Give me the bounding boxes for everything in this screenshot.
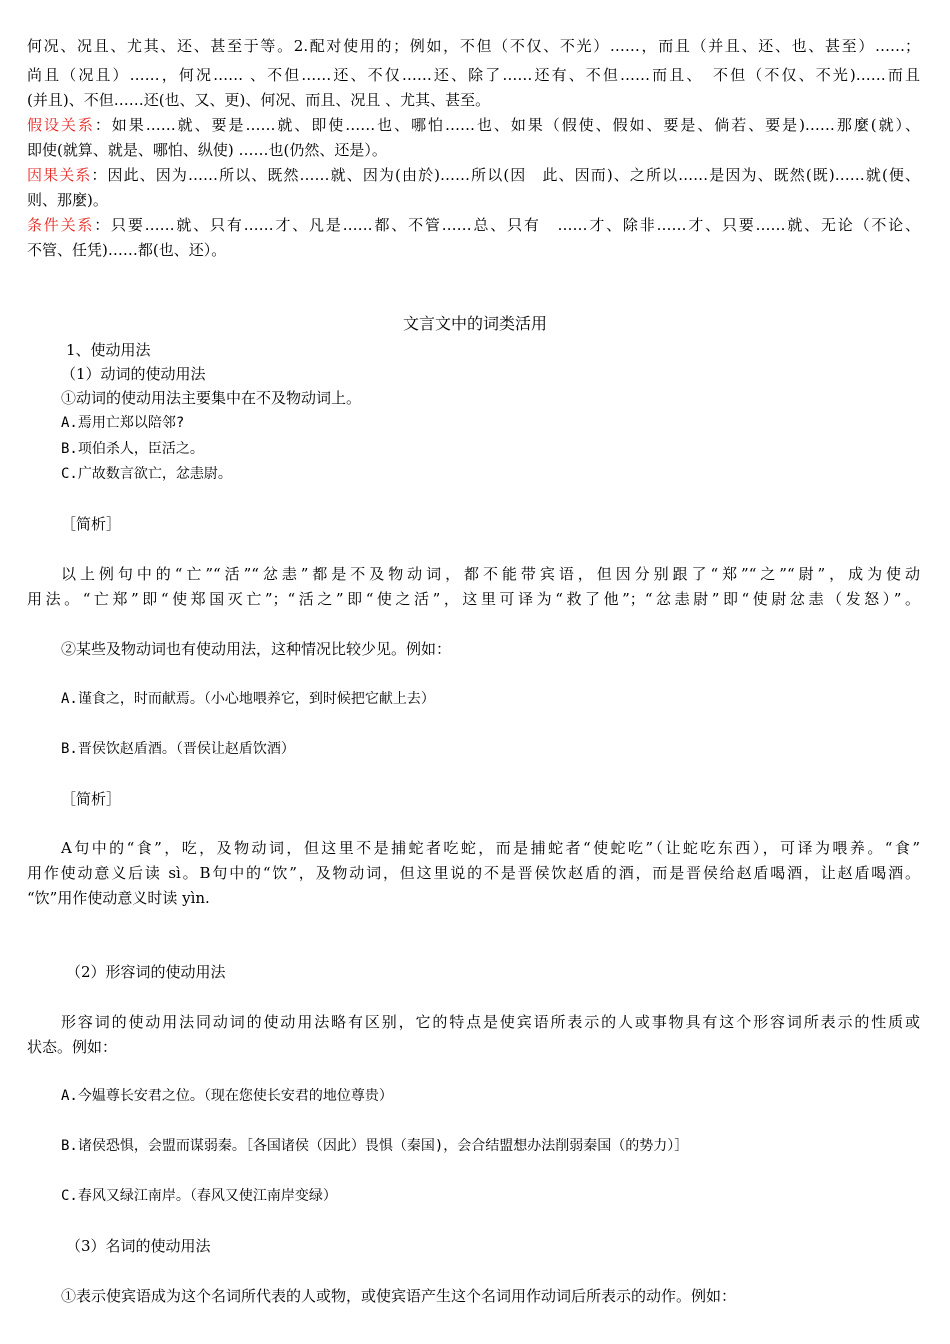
condition-line-1: 条件关系：只要……就、只有……才、凡是……都、不管……总、只有 ……才、除非……才、只要……就、无论（不论、 <box>27 216 920 234</box>
paragraph-intransitive: ①动词的使动用法主要集中在不及物动词上。 <box>61 389 362 407</box>
adjective-paragraph-line: 状态。例如： <box>27 1038 118 1056</box>
cause-line-2: 则、那麼)。 <box>27 191 108 209</box>
paragraph-noun-causative: ①表示使宾语成为这个名词所代表的人或物，或使宾语产生这个名词用作动词后所表示的动作。例如： <box>61 1287 737 1305</box>
example-line: B.项伯杀人，臣活之。 <box>61 441 204 457</box>
hypothesis-line-2: 即使(就算、就是、哪怕、纵使) ……也(仍然、还是）。 <box>27 141 387 159</box>
analysis-label: ［简析］ <box>61 515 122 533</box>
analysis-paragraph-line: “饮”用作使动意义时读 yìn. <box>27 889 210 907</box>
analysis-paragraph-line: 用作使动意义后读 sì。B句中的“饮”，及物动词，但这里说的不是晋侯饮赵盾的酒，而是晋侯给赵盾喝酒，让赵盾喝酒。 <box>27 864 920 882</box>
heading-noun-causative: （3）名词的使动用法 <box>66 1237 211 1255</box>
cause-line-1: 因果关系：因此、因为……所以、既然……就、因为(由於)……所以(因 此、因而)、之所以……是因为、既然(既)……就(便、 <box>27 166 920 184</box>
example-line: A.今媪尊长安君之位。（现在您使长安君的地位尊贵） <box>61 1088 393 1104</box>
example-line: A.谨食之，时而献焉。（小心地喂养它，到时候把它献上去） <box>61 691 435 707</box>
conjunction-line-2: 尚且（况且）……，何况…… 、不但……还、不仅……还、除了……还有、不但……而且、 不但（不仅、不光)……而且 <box>27 66 920 84</box>
condition-label: 条件关系 <box>27 216 95 234</box>
paragraph-transitive: ②某些及物动词也有使动用法，这种情况比较少见。例如： <box>61 640 452 658</box>
section-title: 文言文中的词类活用 <box>402 314 547 333</box>
analysis-paragraph-line: 以上例句中的“亡”“活”“忿恚”都是不及物动词，都不能带宾语，但因分别跟了“郑”“之”“尉”，成为使动 <box>61 565 920 583</box>
example-line: C.春风又绿江南岸。（春风又使江南岸变绿） <box>61 1188 337 1204</box>
hypothesis-label: 假设关系 <box>27 116 95 134</box>
analysis-paragraph-line: 用法。“亡郑”即“使郑国灭亡”；“活之”即“使之活”，这里可译为“救了他”；“忿恚尉”即“使尉忿恚（发怒）”。 <box>27 590 920 608</box>
analysis-paragraph-line: A句中的“食”，吃，及物动词，但这里不是捕蛇者吃蛇，而是捕蛇者“使蛇吃”（让蛇吃东西），可译为喂养。“食” <box>61 839 920 857</box>
adjective-paragraph-line: 形容词的使动用法同动词的使动用法略有区别，它的特点是使宾语所表示的人或事物具有这个形容词所表示的性质或 <box>61 1013 920 1031</box>
heading-causative: 1、使动用法 <box>66 341 151 359</box>
hypothesis-line-1: 假设关系：如果……就、要是……就、即使……也、哪怕……也、如果（假使、假如、要是、倘若、要是)……那麼(就）、 <box>27 116 920 134</box>
analysis-label: ［简析］ <box>61 790 122 808</box>
heading-adjective-causative: （2）形容词的使动用法 <box>66 963 226 981</box>
example-line: B.诸侯恐惧，会盟而谋弱秦。［各国诸侯（因此）畏惧（秦国)，会合结盟想办法削弱秦国（的势力）］ <box>61 1138 689 1154</box>
example-line: B.晋侯饮赵盾酒。（晋侯让赵盾饮酒） <box>61 741 295 757</box>
conjunction-line-3: (并且)、不但……还(也、又、更)、何况、而且、况且 、尤其、甚至。 <box>27 91 491 109</box>
example-line: C.广故数言欲亡，忿恚尉。 <box>61 466 232 482</box>
conjunction-line-1: 何况、况且、尤其、还、甚至于等。2.配对使用的；例如，不但（不仅、不光）……，而且（并且、还、也、甚至）……； <box>27 37 920 55</box>
heading-verb-causative: （1）动词的使动用法 <box>61 365 206 383</box>
cause-label: 因果关系 <box>27 166 92 184</box>
condition-line-2: 不管、任凭)……都(也、还）。 <box>27 241 227 259</box>
example-line: A.焉用亡郑以陪邻? <box>61 415 185 431</box>
